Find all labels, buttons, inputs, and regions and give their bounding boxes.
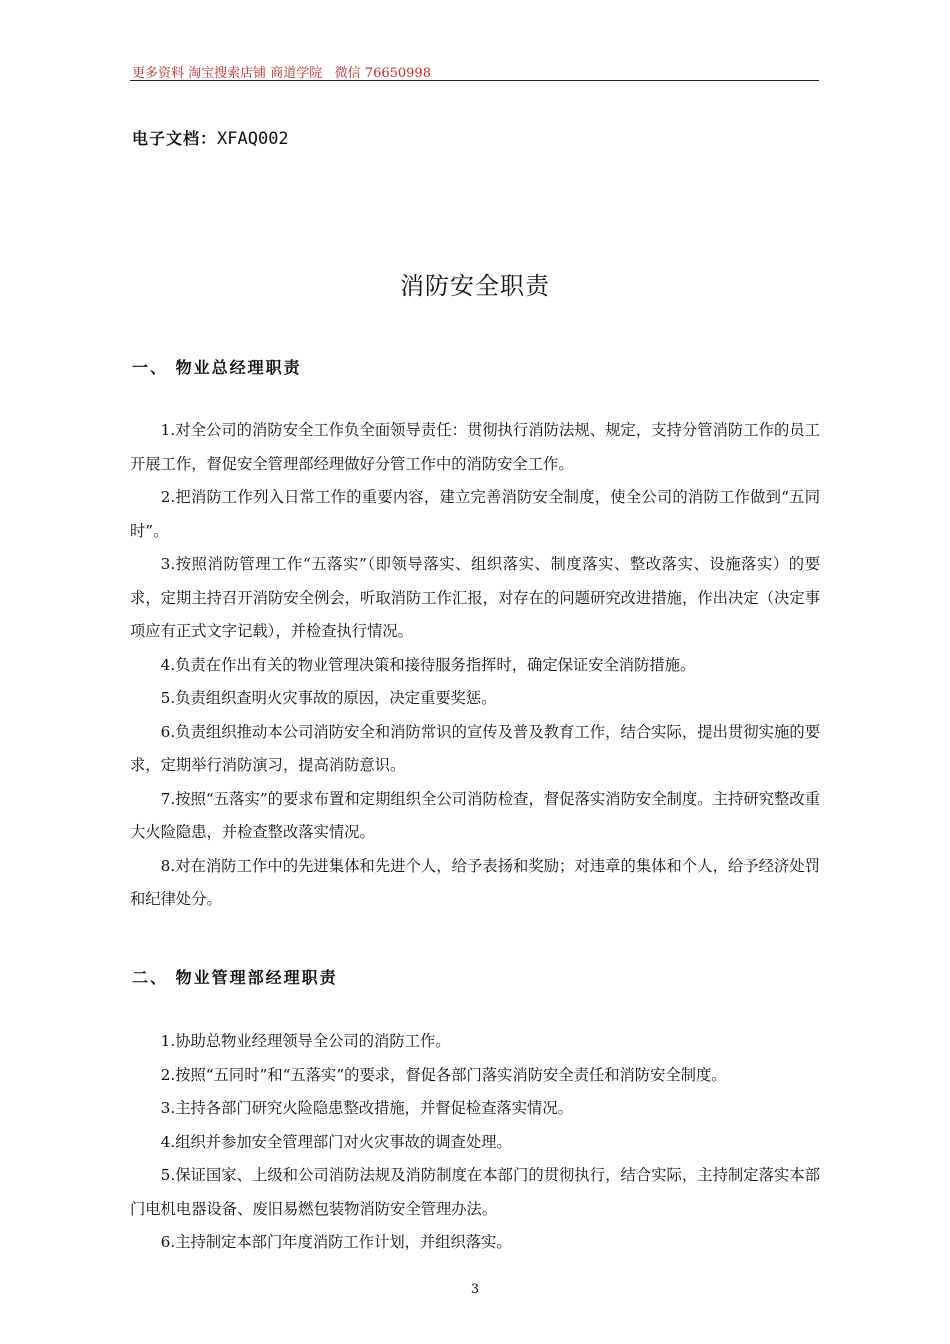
section-heading-management-manager: 二、 物业管理部经理职责 [132, 968, 338, 987]
list-item: 1.协助总物业经理领导全公司的消防工作。 [160, 1032, 451, 1050]
section-items-management-manager [130, 1025, 820, 1260]
list-item: 8.对在消防工作中的先进集体和先进个人，给予表扬和奖励；对违章的集体和个人，给予经济处罚和纪律处分。 [130, 856, 820, 908]
page-title: 消防安全职责 [400, 272, 550, 300]
header-divider [130, 80, 819, 81]
list-item: 4.负责在作出有关的物业管理决策和接待服务指挥时，确定保证安全消防措施。 [160, 655, 696, 674]
section-heading-general-manager: 一、 物业总经理职责 [132, 358, 302, 377]
list-item: 6.负责组织推动本公司消防安全和消防常识的宣传及普及教育工作，结合实际，提出贯彻实施的要求，定期举行消防演习，提高消防意识。 [130, 722, 820, 774]
document-id-value: XFAQ002 [217, 129, 289, 149]
list-item: 7.按照“五落实”的要求布置和定期组织全公司消防检查，督促落实消防安全制度。主持研究整改重大火险隐患，并检查整改落实情况。 [130, 789, 820, 841]
list-item: 1.对全公司的消防安全工作负全面领导责任：贯彻执行消防法规、规定，支持分管消防工作的员工开展工作，督促安全管理部经理做好分管工作中的消防安全工作。 [130, 421, 820, 473]
list-item: 3.主持各部门研究火险隐患整改措施，并督促检查落实情况。 [160, 1099, 573, 1117]
page-number: 3 [470, 1282, 480, 1297]
list-item: 5.负责组织查明火灾事故的原因，决定重要奖惩。 [160, 689, 497, 707]
section-items-general-manager [130, 414, 820, 917]
list-item: 3.按照消防管理工作“五落实”（即领导落实、组织落实、制度落实、整改落实、设施落实）的要求，定期主持召开消防安全例会，听取消防工作汇报，对存在的问题研究改进措施，作出决定（决定事项应有正式文字记载），并检查执行情况。 [130, 555, 820, 640]
document-id [132, 126, 289, 149]
list-item: 2.按照“五同时”和“五落实”的要求，督促各部门落实消防安全责任和消防安全制度。 [160, 1065, 727, 1084]
list-item: 4.组织并参加安全管理部门对火灾事故的调查处理。 [160, 1132, 512, 1151]
list-item: 6.主持制定本部门年度消防工作计划，并组织落实。 [160, 1233, 512, 1251]
header-text: 更多资料 淘宝搜索店铺 商道学院 微信 76650998 [132, 66, 431, 81]
document-id-label: 电子文档： [132, 129, 218, 148]
list-item: 2.把消防工作列入日常工作的重要内容，建立完善消防安全制度，使全公司的消防工作做到“五同时”。 [130, 488, 820, 540]
list-item: 5.保证国家、上级和公司消防法规及消防制度在本部门的贯彻执行，结合实际，主持制定落实本部门电机电器设备、废旧易燃包装物消防安全管理办法。 [130, 1166, 820, 1218]
